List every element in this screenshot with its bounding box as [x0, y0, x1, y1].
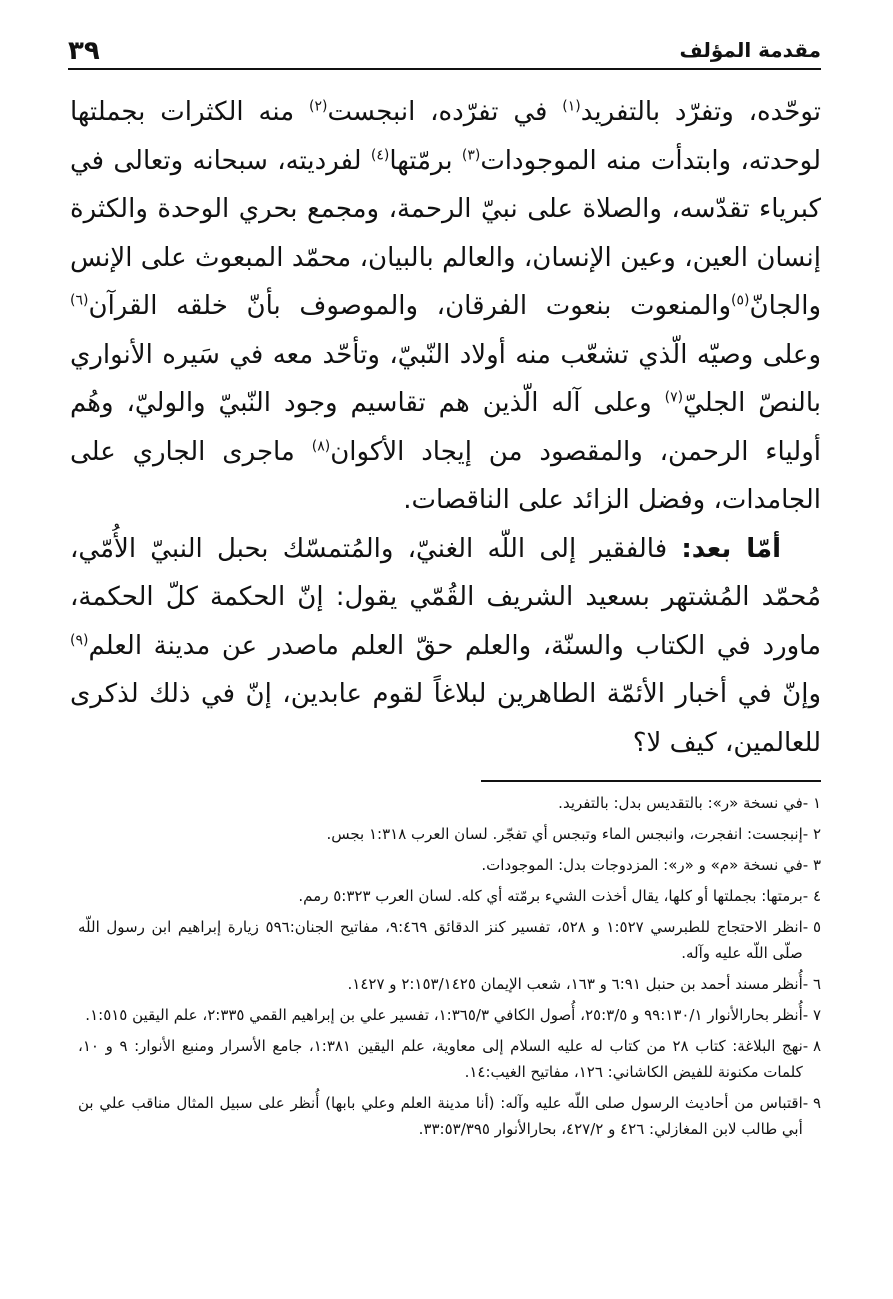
footnote-number: ٧ - — [802, 1006, 821, 1024]
footnote-ref: (٦) — [70, 292, 89, 309]
footnote-ref: (٣) — [461, 146, 481, 163]
text-run: منه الكثرات بجملتها لوحدته، وابتدأت منه الموجودات — [70, 97, 821, 176]
footnote — [78, 852, 821, 878]
footnote — [78, 1002, 821, 1028]
footnote-number: ٦ - — [802, 975, 821, 993]
footnote-divider — [481, 780, 821, 782]
footnote-ref: (٢) — [309, 98, 328, 115]
footnote — [78, 1033, 821, 1085]
footnote-text: برمتها: بجملتها أو كلها، يقال أخذت الشيء برمّته أي كله. لسان العرب ٥:٣٢٣ رمم. — [298, 887, 803, 905]
text-run: وعلى وصيّه الّذي تشعّب منه أولاد النّبيّ، وتأحّد معه في سَيره الأنواري بالنصّ الجليّ — [70, 339, 821, 418]
footnote-number: ٨ - — [802, 1037, 821, 1055]
footnote-number: ٩ - — [802, 1094, 821, 1112]
footnote-text: في نسخة «م» و «ر»: المزدوجات بدل: الموجودات. — [481, 856, 803, 874]
text-run: وعلى آله الّذين هم تقاسيم وجود النّبيّ والوليّ، وهُم أولياء الرحمن، والمقصود من إيجاد الأكوان — [70, 388, 821, 467]
running-title: مقدمة المؤلف — [679, 38, 821, 62]
footnote-number: ٥ - — [802, 918, 821, 936]
text-run: في تفرّده، انبجست — [327, 97, 563, 127]
footnote-text: أُنظر بحارالأنوار ٩٩:١٣٠/١ و ٢٥:٣/٥، أُصول الكافي ١:٣٦٥/٣، تفسير علي بن إبراهيم القمي ٢:٣٣٥، علم اليقين ١:٥١٥. — [85, 1006, 803, 1024]
page-header — [68, 28, 821, 70]
footnote-text: نهج البلاغة: كتاب ٢٨ من كتاب له عليه السلام إلى معاوية، علم اليقين ١:٣٨١، جامع الأسرار ومنبع الأنوار: ٩ و ١٠، كلمات مكنونة للفيض الكاشاني: ١٢٦، مفاتيح الغيب:١٤. — [78, 1037, 803, 1081]
footnote-text: إنبجست: انفجرت، وانبجس الماء وتبجس أي تفجّر. لسان العرب ١:٣١٨ بجس. — [326, 825, 803, 843]
footnote-text: اقتباس من أحاديث الرسول صلى اللّه عليه وآله: (أنا مدينة العلم وعلي بابها) أُنظر على سبيل المثال مناقب علي بن أبي طالب لابن المغازلي: ٤٢٦ و ٤٢٧/٢، بحارالأنوار ٣٣:٥٣/٣٩٥. — [78, 1094, 803, 1138]
text-run: توحّده، وتفرّد بالتفريد — [580, 97, 822, 127]
footnote — [78, 821, 821, 847]
main-text — [70, 88, 821, 767]
footnote-number: ٢ - — [802, 825, 821, 843]
footnote-ref: (١) — [562, 98, 581, 115]
footnote-number: ١ - — [802, 794, 821, 812]
footnote-text: انظر الاحتجاج للطبرسي ١:٥٢٧ و ٥٢٨، تفسير كنز الدقائق ٩:٤٦٩، مفاتيح الجنان:٥٩٦ زيارة إبراهيم ابن رسول اللّه صلّى اللّه عليه وآله. — [78, 918, 803, 962]
text-run: فالفقير إلى اللّه الغنيّ، والمُتمسّك بحبل النبيّ الأُمّي، مُحمّد المُشتهر بسعيد الشريف القُمّي يقول: إنّ الحكمة كلّ الحكمة، ماورد في الكتاب والسنّة، والعلم حقّ العلم ماصدر عن مدينة العلم — [70, 533, 821, 661]
paragraph-lead: أمّا بعد: — [681, 533, 781, 564]
footnote-ref: (٤) — [370, 146, 390, 163]
footnote-text: في نسخة «ر»: بالتقديس بدل: بالتفريد. — [558, 794, 803, 812]
footnote-text: أُنظر مسند أحمد بن حنبل ٦:٩١ و ١٦٣، شعب الإيمان ٢:١٥٣/١٤٢٥ و ١٤٢٧. — [347, 975, 803, 993]
footnote-ref: (٧) — [664, 389, 684, 406]
footnotes — [78, 790, 821, 1147]
footnote-number: ٤ - — [802, 887, 821, 905]
paragraph-1 — [70, 88, 821, 525]
text-run: وإنّ في أخبار الأئمّة الطاهرين لبلاغاً لقوم عابدين، إنّ في ذلك لذكرى للعالمين، كيف لا؟ — [70, 679, 821, 758]
footnote — [78, 914, 821, 966]
footnote-ref: (٩) — [70, 631, 89, 648]
footnote-ref: (٨) — [311, 437, 331, 454]
text-run: برمّتها — [389, 145, 462, 176]
page-number: ٣٩ — [68, 36, 100, 66]
footnote-number: ٣ - — [802, 856, 821, 874]
footnote-ref: (٥) — [731, 292, 750, 309]
text-run: ماجرى الجاري على الجامدات، وفضل الزائد على الناقصات. — [70, 436, 821, 515]
paragraph-2 — [70, 525, 821, 768]
footnote — [78, 790, 821, 816]
text-run: لفرديته، سبحانه وتعالى في كبرياء تقدّسه، والصلاة على نبيّ الرحمة، ومجمع بحري الوحدة والكثرة إنسان العين، وعين الإنسان، والعالم بالبيان، محمّد المبعوث على الإنس والجانّ — [70, 145, 821, 321]
text-run: والمنعوت بنعوت الفرقان، والموصوف بأنّ خلقه القرآن — [88, 291, 732, 321]
footnote — [78, 971, 821, 997]
footnote — [78, 1090, 821, 1142]
footnote — [78, 883, 821, 909]
